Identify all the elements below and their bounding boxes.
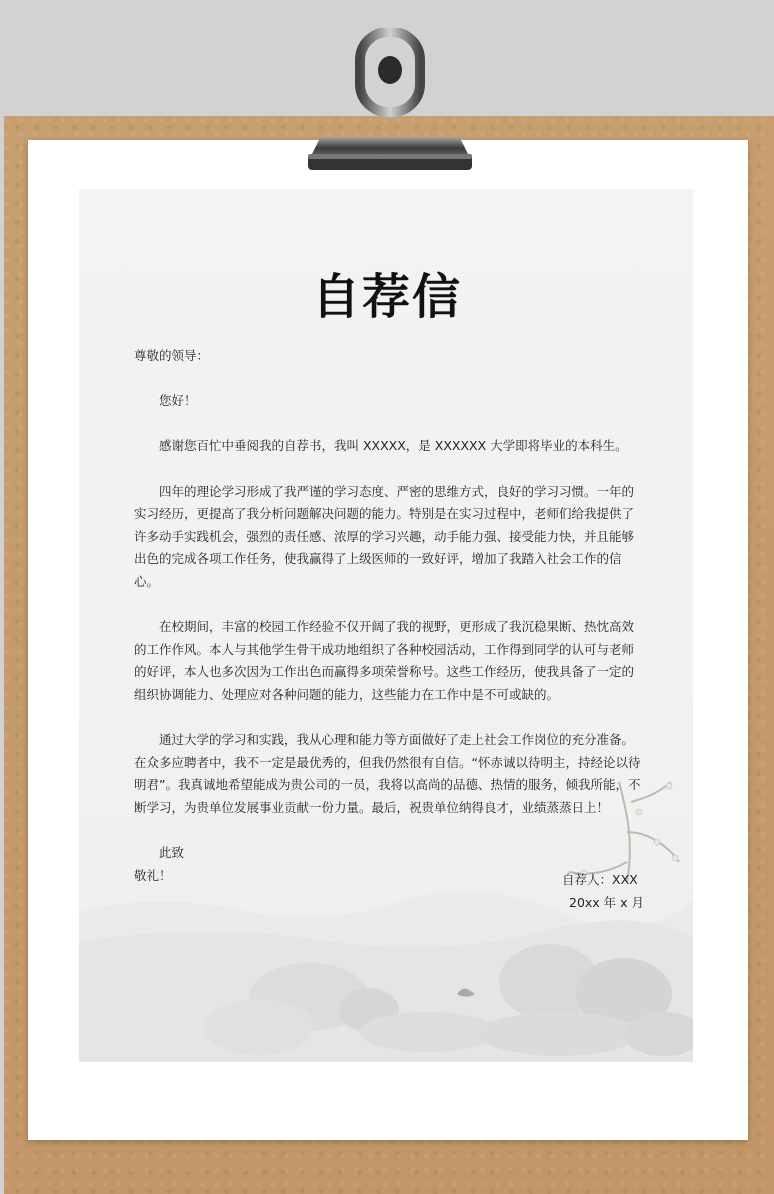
- letter-body: [134, 345, 644, 887]
- letter-date: 20xx 年 x 月: [569, 894, 645, 910]
- signature: 自荐人：XXX: [562, 872, 638, 887]
- greeting: 您好！: [159, 393, 197, 409]
- paragraph-study: 四年的理论学习形成了我严谨的学习态度、严密的思维方式，良好的学习习惯。一年的实习经历，更提高了我分析问题解决问题的能力。特别是在实习过程中，老师们给我提供了许多动手实践机会，强烈的责任感、浓厚的学习兴趣，动手能力强、接受能力快，并且能够出色的完成各项工作任务，使我赢得了上级医师的一致好评，增加了我踏入社会工作的信心。: [134, 483, 635, 589]
- paragraph-closing: 通过大学的学习和实践，我从心理和能力等方面做好了走上社会工作岗位的充分准备。在众多应聘者中，我不一定是最优秀的，但我仍然很有自信。“怀赤诚以待明主，持经论以待明君”。我真诚地希望能成为贵公司的一员，我将以高尚的品德、热情的服务，倾我所能，不断学习，为贵单位发展事业贡献一份力量。最后，祝贵单位纳得良才，业绩蒸蒸日上！: [134, 732, 641, 815]
- page-title: 自荐信: [311, 269, 462, 325]
- paragraph-campus: 在校期间，丰富的校园工作经验不仅开阔了我的视野，更形成了我沉稳果断、热忱高效的工作作风。本人与其他学生骨干成功地组织了各种校园活动，工作得到同学的认可与老师的好评，本人也多次因为工作出色而赢得多项荣誉称号。这些工作经历，使我具备了一定的组织协调能力、处理应对各种问题的能力，这些能力在工作中是不可或缺的。: [134, 619, 635, 702]
- paragraph-intro: 感谢您百忙中垂阅我的自荐书，我叫 XXXXX，是 XXXXXX 大学即将毕业的本科生。: [159, 438, 628, 454]
- salutation: 尊敬的领导：: [134, 348, 210, 363]
- closing-line-1: 此致: [159, 845, 185, 861]
- closing-line-2: 敬礼！: [134, 867, 172, 883]
- signature-block: [562, 869, 644, 914]
- binder-clip-icon: [300, 28, 480, 178]
